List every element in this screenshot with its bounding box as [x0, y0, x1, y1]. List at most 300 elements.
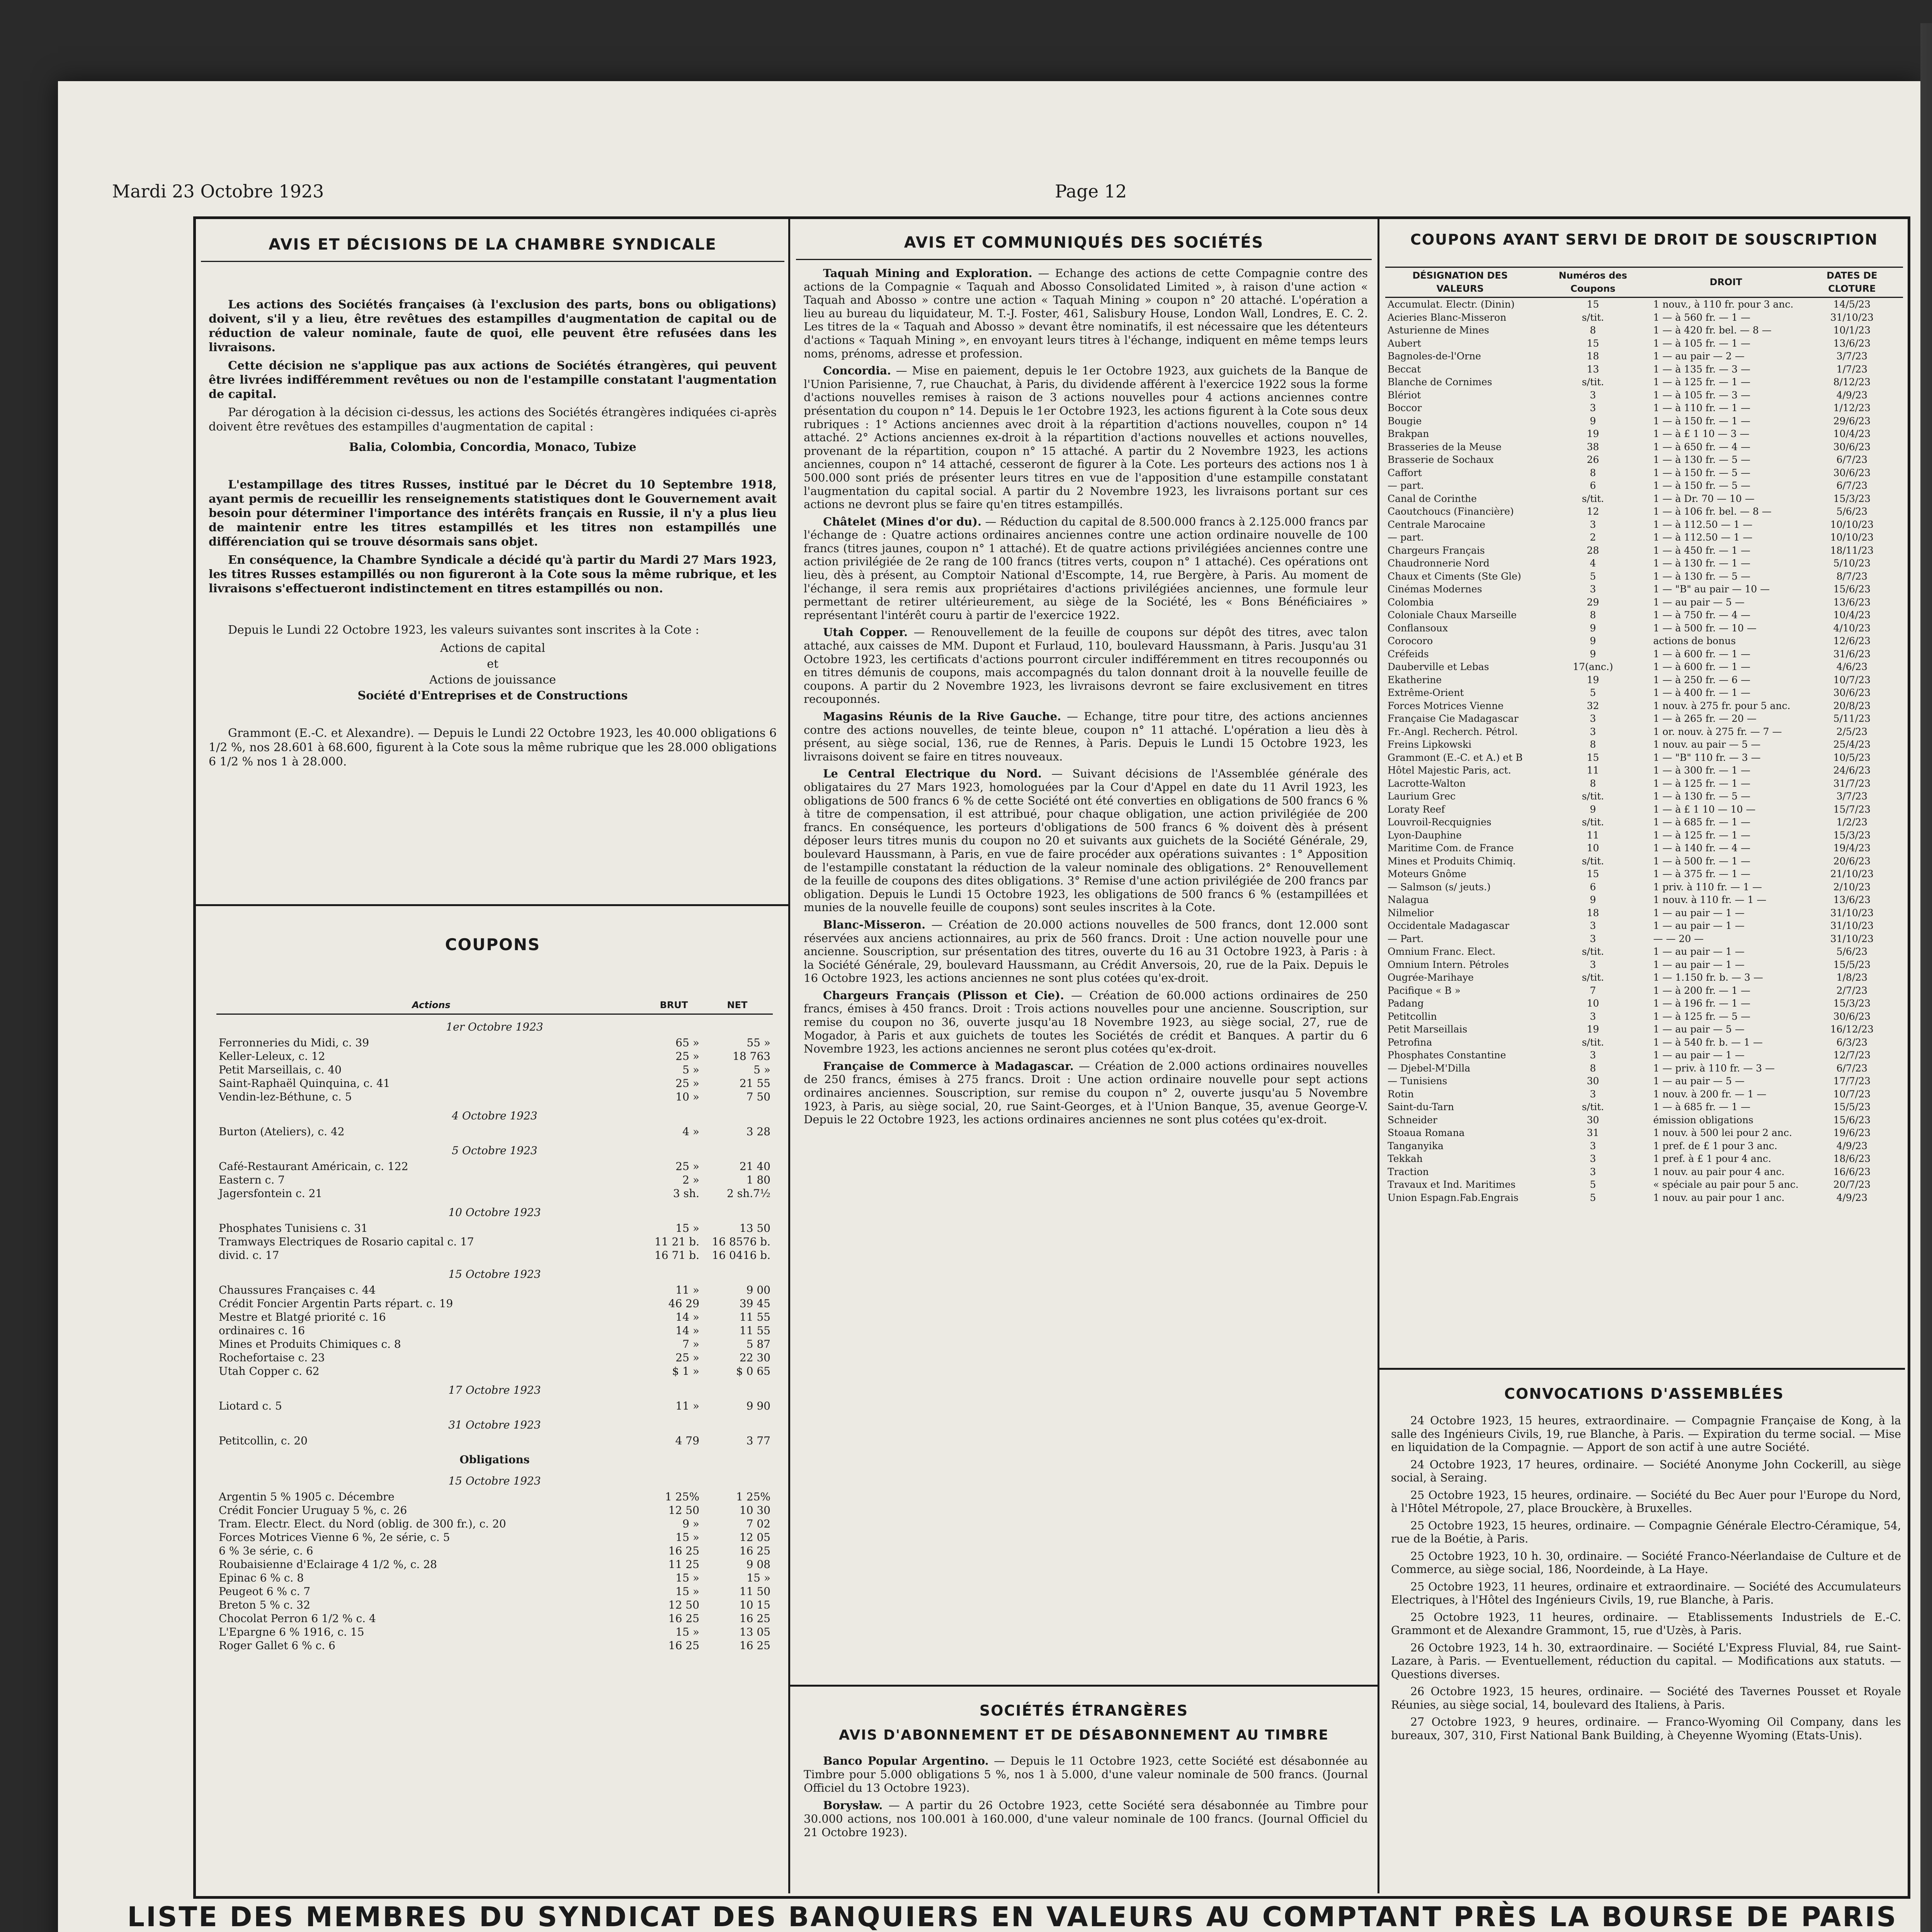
- avis-p2: Cette décision ne s'applique pas aux actions de Sociétés étrangères, qui peuvent être livrées indifféremment revêtues ou non de l'estampille constatant l'augmentation de capital.: [209, 359, 777, 401]
- souscription-coupon: 7: [1590, 985, 1596, 996]
- souscription-droit: 1 nouv. au pair — 5 —: [1653, 739, 1761, 750]
- souscription-valeur: Blanche de Cornimes: [1388, 376, 1492, 388]
- avis-chambre-rule: [201, 261, 784, 262]
- souscription-coupon: 17(anc.): [1573, 661, 1613, 672]
- souscription-coupon: s/tit.: [1582, 791, 1604, 802]
- avis-p6-item-0: Actions de capital: [440, 641, 545, 655]
- souscription-row: [1385, 984, 1903, 997]
- souscription-row: [1385, 855, 1903, 868]
- souscription-row: [1385, 505, 1903, 518]
- souscription-droit: 1 — à 265 fr. — 20 —: [1653, 713, 1757, 724]
- souscription-row: [1385, 1114, 1903, 1127]
- etrangere-name: Borysław.: [823, 1799, 883, 1812]
- souscription-row: [1385, 1036, 1903, 1049]
- souscription-valeur: — Tunisiens: [1388, 1075, 1447, 1087]
- coupon-net: 21 55: [739, 1077, 770, 1090]
- souscription-droit: 1 — au pair — 2 —: [1653, 350, 1745, 362]
- souscription-droit: 1 — à 105 fr. — 3 —: [1653, 389, 1750, 401]
- coupon-name: ordinaires c. 16: [219, 1324, 305, 1337]
- coupon-date-row: [216, 1413, 773, 1434]
- coupon-net: 21 40: [739, 1160, 770, 1173]
- souscription-valeur: Petit Marseillais: [1388, 1024, 1468, 1035]
- souscription-coupon: 3: [1590, 726, 1596, 737]
- avis-p3: Par dérogation à la décision ci-dessus, les actions des Sociétés étrangères indiquées ci-après doivent être revêtues des estampilles d'augmentation de capital :: [209, 406, 777, 434]
- souscription-coupon: 6: [1590, 480, 1596, 491]
- souscription-date: 10/7/23: [1833, 674, 1871, 685]
- coupon-row: [216, 1517, 773, 1531]
- souscription-date: 31/10/23: [1830, 907, 1874, 918]
- souscription-coupon: 11: [1587, 765, 1599, 776]
- souscription-date: 24/6/23: [1833, 765, 1871, 776]
- souscription-droit: 1 — "B" au pair — 10 —: [1653, 583, 1770, 595]
- souscription-coupon: 19: [1587, 428, 1599, 439]
- coupon-brut: 15 »: [675, 1585, 699, 1598]
- page-header: [112, 181, 1913, 208]
- souscription-coupon: 5: [1590, 1179, 1596, 1190]
- souscription-coupon: 3: [1590, 933, 1596, 944]
- souscription-date: 2/5/23: [1836, 726, 1868, 737]
- souscription-date: 4/9/23: [1836, 1140, 1868, 1151]
- column-rule-1: [788, 216, 790, 1893]
- souscription-row: [1385, 1010, 1903, 1023]
- coupon-brut: 11 »: [675, 1284, 699, 1296]
- coupon-row: [216, 1125, 773, 1138]
- souscription-droit: 1 — à 685 fr. — 1 —: [1653, 1101, 1750, 1112]
- coupon-net: 7 02: [746, 1517, 770, 1530]
- coupon-net: 9 08: [746, 1558, 770, 1571]
- souscription-row: [1385, 518, 1903, 531]
- souscription-title: COUPONS AYANT SERVI DE DROIT DE SOUSCRIPTION: [1410, 231, 1878, 248]
- souscription-droit: 1 — à 130 fr. — 5 —: [1653, 791, 1750, 802]
- souscription-droit: 1 — à 150 fr. — 1 —: [1653, 415, 1750, 427]
- obligations-title: Obligations: [459, 1453, 530, 1466]
- souscription-droit: 1 or. nouv. à 275 fr. — 7 —: [1653, 726, 1782, 737]
- souscription-date: 10/1/23: [1833, 325, 1871, 336]
- souscription-valeur: Ekatherine: [1388, 674, 1442, 685]
- coupon-net: 10 30: [739, 1504, 770, 1517]
- coupon-net: 15 »: [747, 1571, 770, 1584]
- coupon-net: 22 30: [739, 1351, 770, 1364]
- souscription-date: 13/6/23: [1833, 337, 1871, 349]
- souscription-date: 30/6/23: [1833, 687, 1871, 698]
- souscription-valeur: Nalagua: [1388, 894, 1429, 905]
- coupon-brut: $ 1 »: [672, 1365, 699, 1378]
- coupon-net: 7 50: [746, 1090, 770, 1103]
- souscription-row: [1385, 583, 1903, 596]
- souscription-coupon: 3: [1590, 519, 1596, 530]
- souscription-valeur: Chaudronnerie Nord: [1388, 558, 1490, 569]
- souscription-coupon: 9: [1590, 803, 1596, 815]
- souscription-coupon: 12: [1587, 506, 1599, 517]
- souscription-row: [1385, 842, 1903, 855]
- etrangeres-title: SOCIÉTÉS ÉTRANGÈRES: [979, 1702, 1189, 1719]
- souscription-droit: 1 — à 600 fr. — 1 —: [1653, 661, 1750, 672]
- souscription-droit: 1 — à 375 fr. — 1 —: [1653, 868, 1750, 879]
- souscription-row: [1385, 1126, 1903, 1139]
- souscription-row: [1385, 634, 1903, 648]
- convocation-item: 24 Octobre 1923, 15 heures, extraordinaire. — Compagnie Française de Kong, à la salle des Ingénieurs Civils, 19, rue Blanche, à Paris. — Expiration du terme social. — Mise en liquidation de la Compagnie. — Apport de son actif à une autre Société.: [1391, 1414, 1901, 1454]
- souscription-valeur: Brakpan: [1388, 428, 1429, 439]
- coupon-row: [216, 1585, 773, 1598]
- souscription-row: [1385, 699, 1903, 713]
- souscription-valeur: Mines et Produits Chimiq.: [1388, 855, 1516, 867]
- souscription-valeur: Caoutchoucs (Financière): [1388, 506, 1514, 517]
- souscription-valeur: — Part.: [1388, 933, 1424, 944]
- souscription-droit: 1 — à £ 1 10 — 10 —: [1653, 803, 1756, 815]
- souscription-row: [1385, 466, 1903, 480]
- societe-name: Le Central Electrique du Nord.: [823, 767, 1042, 781]
- souscription-date: 15/5/23: [1833, 1101, 1871, 1112]
- souscription-date: 5/6/23: [1836, 946, 1868, 957]
- etrangeres-subtitle: AVIS D'ABONNEMENT ET DE DÉSABONNEMENT AU TIMBRE: [839, 1727, 1329, 1743]
- coupon-name: Jagersfontein c. 21: [219, 1187, 323, 1200]
- societe-text: — Réduction du capital de 8.500.000 francs à 2.125.000 francs par l'échange de : Quatre actions ordinaires anciennes contre une action ordinaire nouvelle de 100 francs (titres jaunes, coupon n° 1 attaché). Et de quatre actions privilégiées anciennes contre une action privilégiée de 2e rang de 100 francs (titres verts, coupon n° 1 attaché). Ces opérations ont lieu, dès à présent, au Comptoir National d'Escompte, 14, rue Bergère, à Paris. Au moment de l'échange, il sera remis aux propriétaires d'actions privilégiées anciennes, une formule leur permettant de retirer ultérieurement, au siège de la Société, les « Bons Bénéficiaires » représentant l'intérêt couru à partir de l'exercice 1922.: [804, 515, 1368, 622]
- souscription-droit: — — 20 —: [1653, 933, 1704, 944]
- souscription-row: [1385, 350, 1903, 363]
- souscription-date: 6/3/23: [1836, 1036, 1868, 1048]
- souscription-row: [1385, 816, 1903, 829]
- coupon-name: Mestre et Blatgé priorité c. 16: [219, 1311, 386, 1323]
- societe-item: [804, 267, 1368, 360]
- souscription-droit: 1 — à 196 fr. — 1 —: [1653, 998, 1750, 1009]
- souscription-date: 1/8/23: [1836, 972, 1868, 983]
- souscription-coupon: s/tit.: [1582, 1036, 1604, 1048]
- souscription-valeur: Bagnoles-de-l'Orne: [1388, 350, 1481, 362]
- coupon-row: [216, 1490, 773, 1503]
- souscription-row: [1385, 803, 1903, 816]
- souscription-coupon: 18: [1587, 350, 1599, 362]
- coupon-name: Tram. Electr. Elect. du Nord (oblig. de 300 fr.), c. 20: [219, 1517, 506, 1530]
- souscription-header-cell: DROIT: [1651, 267, 1801, 298]
- souscription-date: 1/12/23: [1833, 402, 1871, 413]
- souscription-date: 8/7/23: [1836, 570, 1868, 582]
- societe-name: Châtelet (Mines d'or du).: [823, 515, 982, 528]
- coupon-date-row: [216, 1138, 773, 1160]
- coupon-net: 10 15: [739, 1599, 770, 1611]
- souscription-valeur: Centrale Marocaine: [1388, 519, 1485, 530]
- souscription-date: 16/12/23: [1830, 1024, 1874, 1035]
- convocation-item: 25 Octobre 1923, 11 heures, ordinaire. — Etablissements Industriels de E.-C. Grammont et de Alexandre Grammont, 15, rue d'Uzès, à Paris.: [1391, 1611, 1901, 1637]
- souscription-droit: 1 — à 130 fr. — 5 —: [1653, 454, 1750, 465]
- souscription-coupon: 13: [1587, 363, 1599, 375]
- societe-text: — Echange des actions de cette Compagnie contre des actions de la Compagnie « Taquah and Abosso Consolidated Limited », à raison d'une action « Taquah and Abosso » contre une action « Taquah Mining » coupon n° 20 attaché. L'opération a lieu au bureau du liquidateur, M. T.-J. Foster, 461, Salisbury House, London Wall, Londres, E. C. 2. Les titres de la « Taquah and Abosso » devant être nominatifs, il est nécessaire que les détenteurs d'actions « Taquah Mining », en envoyant leurs titres à l'échange, indiquent en même temps leurs noms, prénoms, adresse et profession.: [804, 267, 1368, 360]
- souscription-valeur: Traction: [1388, 1166, 1429, 1177]
- souscription-valeur: Blériot: [1388, 389, 1421, 401]
- souscription-date: 25/4/23: [1833, 739, 1871, 750]
- souscription-date: 20/8/23: [1833, 700, 1871, 711]
- souscription-coupon: 11: [1587, 829, 1599, 841]
- coupon-net: 16 0416 b.: [712, 1249, 770, 1262]
- etrangere-item: [804, 1754, 1368, 1795]
- souscription-droit: 1 nouv. à 110 fr. — 1 —: [1653, 894, 1767, 905]
- souscription-valeur: Phosphates Constantine: [1388, 1049, 1506, 1061]
- souscription-date: 31/7/23: [1833, 777, 1871, 789]
- coupon-brut: 25 »: [675, 1050, 699, 1063]
- coupon-name: Breton 5 % c. 32: [219, 1599, 310, 1611]
- societe-item: [804, 364, 1368, 511]
- souscription-row: [1385, 1178, 1903, 1191]
- souscription-droit: 1 — à 140 fr. — 4 —: [1653, 842, 1750, 854]
- coupons-header-cell: BRUT: [646, 997, 702, 1014]
- coupon-net: 5 87: [746, 1338, 770, 1350]
- souscription-row: [1385, 531, 1903, 544]
- coupon-date: 10 Octobre 1923: [448, 1206, 541, 1219]
- coupon-brut: 7 »: [682, 1338, 699, 1350]
- coupon-brut: 2 »: [682, 1173, 699, 1186]
- societe-text: — Création de 2.000 actions ordinaires nouvelles de 250 francs, émises à 275 francs. Droit : Une action ordinaire nouvelle pour sept actions ordinaires anciennes. Souscription, sur remise du coupon n° 2, ouverte jusqu'au 5 Novembre 1923, à Paris, au siège social, 20, rue Saint-Georges, et à l'Union Banque, 35, avenue George-V. Depuis le 22 Octobre 1923, les actions ordinaires anciennes ne sont plus cotées qu'ex-droit.: [804, 1059, 1368, 1126]
- souscription-valeur: Saint-du-Tarn: [1388, 1101, 1454, 1112]
- souscription-droit: 1 — à 750 fr. — 4 —: [1653, 609, 1750, 621]
- souscription-valeur: Bougie: [1388, 415, 1422, 427]
- souscription-date: 17/7/23: [1833, 1075, 1871, 1087]
- coupon-brut: 12 50: [668, 1504, 699, 1517]
- souscription-row: [1385, 544, 1903, 557]
- avis-p6-item-3: Société d'Entreprises et de Constructions: [357, 689, 628, 702]
- souscription-date: 12/7/23: [1833, 1049, 1871, 1061]
- souscription-date: 5/11/23: [1833, 713, 1871, 724]
- souscription-droit: 1 — au pair — 1 —: [1653, 1049, 1745, 1061]
- coupon-name: Crédit Foncier Uruguay 5 %, c. 26: [219, 1504, 407, 1517]
- souscription-droit: « spéciale au pair pour 5 anc.: [1653, 1179, 1799, 1190]
- souscription-coupon: 6: [1590, 881, 1596, 893]
- souscription-date: 13/6/23: [1833, 596, 1871, 608]
- souscription-row: [1385, 1062, 1903, 1075]
- avis-p4: L'estampillage des titres Russes, institué par le Décret du 10 Septembre 1918, ayant permis de recueillir les renseignements statistiques dont le Gouvernement avait besoin pour déterminer l'importance des intérêts français en Russie, il n'y a plus lieu de maintenir entre les titres estampillés et les titres non estampillés une différenciation qui se trouve désormais sans objet.: [209, 478, 777, 549]
- coupon-row: [216, 1297, 773, 1310]
- coupon-row: [216, 1036, 773, 1049]
- souscription-date: 16/6/23: [1833, 1166, 1871, 1177]
- coupon-row: [216, 1531, 773, 1544]
- souscription-valeur: Lacrotte-Walton: [1388, 777, 1466, 789]
- souscription-droit: 1 nouv. à 200 fr. — 1 —: [1653, 1088, 1767, 1100]
- etrangere-name: Banco Popular Argentino.: [823, 1754, 989, 1767]
- souscription-date: 30/6/23: [1833, 1010, 1871, 1022]
- coupon-net: 12 05: [739, 1531, 770, 1544]
- coupon-net: 16 25: [739, 1544, 770, 1557]
- souscription-row: [1385, 1049, 1903, 1062]
- coupon-name: Vendin-lez-Béthune, c. 5: [219, 1090, 352, 1103]
- coupon-row: [216, 1598, 773, 1612]
- societe-item: [804, 626, 1368, 706]
- souscription-row: [1385, 829, 1903, 842]
- coupon-row: [216, 1235, 773, 1248]
- coupon-row: [216, 1351, 773, 1364]
- coupon-net: 39 45: [739, 1297, 770, 1310]
- coupon-net: 55 »: [747, 1036, 770, 1049]
- souscription-row: [1385, 945, 1903, 958]
- souscription-valeur: Freins Lipkowski: [1388, 739, 1472, 750]
- souscription-date: 10/7/23: [1833, 1088, 1871, 1100]
- souscription-valeur: Ougrée-Marihaye: [1388, 972, 1474, 983]
- convocation-item: 25 Octobre 1923, 15 heures, ordinaire. — Société du Bec Auer pour l'Europe du Nord, à l'Hôtel Métropole, 27, place Brouckère, à Bruxelles.: [1391, 1488, 1901, 1515]
- coupon-brut: 10 »: [675, 1090, 699, 1103]
- coupon-brut: 15 »: [675, 1571, 699, 1584]
- coupon-name: 6 % 3e série, c. 6: [219, 1544, 313, 1557]
- avis-chambre-body: [209, 298, 777, 773]
- coupons-title: COUPONS: [445, 935, 541, 954]
- souscription-coupon: 10: [1587, 998, 1599, 1009]
- coupon-net: 2 sh.7½: [727, 1187, 770, 1200]
- coupon-net: 9 00: [746, 1284, 770, 1296]
- souscription-date: 12/6/23: [1833, 635, 1871, 646]
- coupon-row: [216, 1558, 773, 1571]
- souscription-valeur: Forces Motrices Vienne: [1388, 700, 1504, 711]
- coupon-row: [216, 1503, 773, 1517]
- souscription-droit: 1 — à 540 fr. b. — 1 —: [1653, 1036, 1763, 1048]
- souscription-row: [1385, 1139, 1903, 1153]
- souscription-valeur: — Salmson (s/ jeuts.): [1388, 881, 1491, 893]
- souscription-table: [1385, 267, 1903, 1204]
- souscription-row: [1385, 1100, 1903, 1114]
- coupon-net: $ 0 65: [736, 1365, 770, 1378]
- souscription-row: [1385, 1023, 1903, 1036]
- souscription-row: [1385, 401, 1903, 415]
- souscription-droit: 1 nouv., à 110 fr. pour 3 anc.: [1653, 299, 1794, 310]
- avis-societes-rule: [796, 259, 1372, 260]
- societe-text: — Suivant décisions de l'Assemblée générale des obligataires du 27 Mars 1923, homologuées par la Cour d'Appel en date du 11 Avril 1923, les obligations de 500 francs 6 % de cette Société ont été converties en obligations de 500 francs 6 % à titre de compensation, il est attribué, pour chaque obligation, une action privilégiée de 200 francs. En conséquence, les porteurs d'obligations de 500 francs 6 % doivent dès à présent déposer leurs titres munis du coupon no 20 et suivants aux guichets de la Société Générale, 29, boulevard Haussmann, à Paris, en vue de faire procéder aux opérations suivantes : 1° Apposition de l'estampille constatant la réduction de la valeur nominale des obligations. 2° Renouvellement de la feuille de coupons des dites obligations. 3° Remise d'une action privilégiée de 200 francs par obligation. Depuis le Lundi 15 Octobre 1923, les obligations de 500 francs 6 % (estampillées et munies de la nouvelle feuille de coupons) sont seules inscrites à la Cote.: [804, 767, 1368, 914]
- souscription-row: [1385, 764, 1903, 777]
- souscription-coupon: s/tit.: [1582, 855, 1604, 867]
- souscription-valeur: Conflansoux: [1388, 622, 1448, 634]
- societe-name: Magasins Réunis de la Rive Gauche.: [823, 710, 1061, 723]
- souscription-valeur: Petitcollin: [1388, 1010, 1437, 1022]
- souscription-row: [1385, 596, 1903, 609]
- souscription-valeur: Travaux et Ind. Maritimes: [1388, 1179, 1516, 1190]
- souscription-date: 13/6/23: [1833, 894, 1871, 905]
- souscription-row: [1385, 479, 1903, 492]
- societe-name: Taquah Mining and Exploration.: [823, 267, 1032, 280]
- souscription-date: 6/7/23: [1836, 1062, 1868, 1074]
- coupon-name: Epinac 6 % c. 8: [219, 1571, 304, 1584]
- souscription-row: [1385, 570, 1903, 583]
- souscription-droit: 1 — à Dr. 70 — 10 —: [1653, 493, 1755, 504]
- souscription-coupon: 9: [1590, 648, 1596, 660]
- souscription-coupon: 18: [1587, 907, 1599, 918]
- souscription-row: [1385, 427, 1903, 440]
- convocation-item: 25 Octobre 1923, 15 heures, ordinaire. — Compagnie Générale Electro-Céramique, 54, rue de la Boétie, à Paris.: [1391, 1519, 1901, 1545]
- souscription-droit: 1 — à 130 fr. — 5 —: [1653, 570, 1750, 582]
- coupon-name: Chaussures Françaises c. 44: [219, 1284, 376, 1296]
- coupon-net: 11 50: [739, 1585, 770, 1598]
- souscription-coupon: 8: [1590, 325, 1596, 336]
- souscription-valeur: Omnium Intern. Pétroles: [1388, 959, 1509, 970]
- souscription-date: 30/6/23: [1833, 467, 1871, 478]
- coupon-date: 15 Octobre 1923: [448, 1268, 541, 1281]
- souscription-valeur: Caffort: [1388, 467, 1422, 478]
- souscription-valeur: Boccor: [1388, 402, 1422, 413]
- souscription-row: [1385, 971, 1903, 984]
- souscription-coupon: 9: [1590, 635, 1596, 646]
- souscription-date: 15/6/23: [1833, 1114, 1871, 1126]
- souscription-header-cell: DATES DE CLOTURE: [1801, 267, 1903, 298]
- souscription-row: [1385, 777, 1903, 790]
- souscription-date: 3/7/23: [1836, 350, 1868, 362]
- souscription-row: [1385, 1075, 1903, 1088]
- avis-p5: En conséquence, la Chambre Syndicale a décidé qu'à partir du Mardi 27 Mars 1923, les titres Russes estampillés ou non figureront à la Cote sous la même rubrique, et les livraisons s'effectueront indistinctement en titres estampillés ou non.: [209, 553, 777, 595]
- souscription-date: 18/6/23: [1833, 1153, 1871, 1164]
- souscription-row: [1385, 893, 1903, 906]
- souscription-date: 15/7/23: [1833, 803, 1871, 815]
- souscription-valeur: Laurium Grec: [1388, 791, 1456, 802]
- souscription-coupon: 5: [1590, 1192, 1596, 1203]
- souscription-coupon: s/tit.: [1582, 311, 1604, 323]
- souscription-row: [1385, 660, 1903, 673]
- souscription-date: 4/9/23: [1836, 1192, 1868, 1203]
- coupon-brut: 15 »: [675, 1531, 699, 1544]
- societe-item: [804, 767, 1368, 914]
- souscription-valeur: Cinémas Modernes: [1388, 583, 1482, 595]
- etrangere-text: — Depuis le 11 Octobre 1923, cette Société est désabonnée au Timbre pour 5.000 obligations 5 %, nos 1 à 5.000, d'une valeur nominale de 500 francs. (Journal Officiel du 13 Octobre 1923).: [804, 1754, 1368, 1794]
- societe-text: — Création de 60.000 actions ordinaires de 250 francs, émises à 450 francs. Droit : Trois actions nouvelles pour une ancienne. Souscription, sur remise du coupon no 36, ouverte jusqu'au 18 Novembre 1923, au siège social, 27, rue de Mogador, à Paris et aux guichets de toutes les Sociétés de crédit et Banques. A partir du 6 Novembre 1923, les actions anciennes ne seront plus cotées qu'ex-droit.: [804, 988, 1368, 1056]
- coupon-net: 9 90: [746, 1400, 770, 1412]
- souscription-date: 20/6/23: [1833, 855, 1871, 867]
- souscription-droit: 1 — à 560 fr. — 1 —: [1653, 311, 1750, 323]
- coupon-brut: 4 »: [682, 1125, 699, 1138]
- souscription-coupon: 3: [1590, 713, 1596, 724]
- souscription-valeur: Moteurs Gnôme: [1388, 868, 1466, 879]
- coupon-brut: 4 79: [675, 1434, 699, 1447]
- souscription-row: [1385, 1165, 1903, 1179]
- souscription-coupon: 32: [1587, 700, 1599, 711]
- souscription-valeur: Française Cie Madagascar: [1388, 713, 1519, 724]
- souscription-row: [1385, 1152, 1903, 1165]
- souscription-valeur: Accumulat. Electr. (Dinin): [1388, 299, 1515, 310]
- avis-societes-body: [804, 267, 1368, 1130]
- coupon-brut: 16 25: [668, 1639, 699, 1652]
- souscription-droit: 1 — à 600 fr. — 1 —: [1653, 648, 1750, 660]
- souscription-droit: actions de bonus: [1653, 635, 1736, 646]
- coupon-row: [216, 1310, 773, 1324]
- scan-edge: [1920, 23, 1932, 1932]
- souscription-droit: 1 — 1.150 fr. b. — 3 —: [1653, 972, 1763, 983]
- societe-name: Chargeurs Français (Plisson et Cie).: [823, 988, 1064, 1002]
- souscription-row: [1385, 1191, 1903, 1204]
- souscription-coupon: 15: [1587, 299, 1599, 310]
- souscription-date: 6/7/23: [1836, 480, 1868, 491]
- souscription-coupon: 8: [1590, 1062, 1596, 1074]
- coupon-net: 1 80: [746, 1173, 770, 1186]
- souscription-row: [1385, 712, 1903, 725]
- avis-p6: Depuis le Lundi 22 Octobre 1923, les valeurs suivantes sont inscrites à la Cote :: [228, 623, 699, 637]
- souscription-date: 2/10/23: [1833, 881, 1871, 893]
- coupon-brut: 12 50: [668, 1599, 699, 1611]
- societe-name: Française de Commerce à Madagascar.: [823, 1059, 1074, 1073]
- coupon-row: [216, 1324, 773, 1337]
- souscription-date: 10/4/23: [1833, 609, 1871, 621]
- souscription-header-cell: DÉSIGNATION DES VALEURS: [1385, 267, 1535, 298]
- coupon-name: Petit Marseillais, c. 40: [219, 1063, 342, 1076]
- coupon-row: [216, 1544, 773, 1558]
- coupon-brut: 5 »: [682, 1063, 699, 1076]
- souscription-coupon: 15: [1587, 868, 1599, 879]
- souscription-row: [1385, 557, 1903, 570]
- souscription-coupon: s/tit.: [1582, 376, 1604, 388]
- souscription-coupon: 30: [1587, 1075, 1599, 1087]
- coupon-row: [216, 1160, 773, 1173]
- coupon-row: [216, 1337, 773, 1351]
- souscription-row: [1385, 415, 1903, 428]
- souscription-valeur: Grammont (E.-C. et A.) et B: [1388, 752, 1523, 763]
- coupon-row: [216, 1283, 773, 1297]
- souscription-valeur: Rotin: [1388, 1088, 1414, 1100]
- coupon-brut: 3 sh.: [673, 1187, 699, 1200]
- souscription-valeur: Stoaua Romana: [1388, 1127, 1465, 1138]
- souscription-coupon: 3: [1590, 920, 1596, 931]
- souscription-coupon: 8: [1590, 777, 1596, 789]
- avis-p6-item-2: Actions de jouissance: [429, 673, 556, 687]
- souscription-row: [1385, 311, 1903, 324]
- souscription-coupon: 5: [1590, 687, 1596, 698]
